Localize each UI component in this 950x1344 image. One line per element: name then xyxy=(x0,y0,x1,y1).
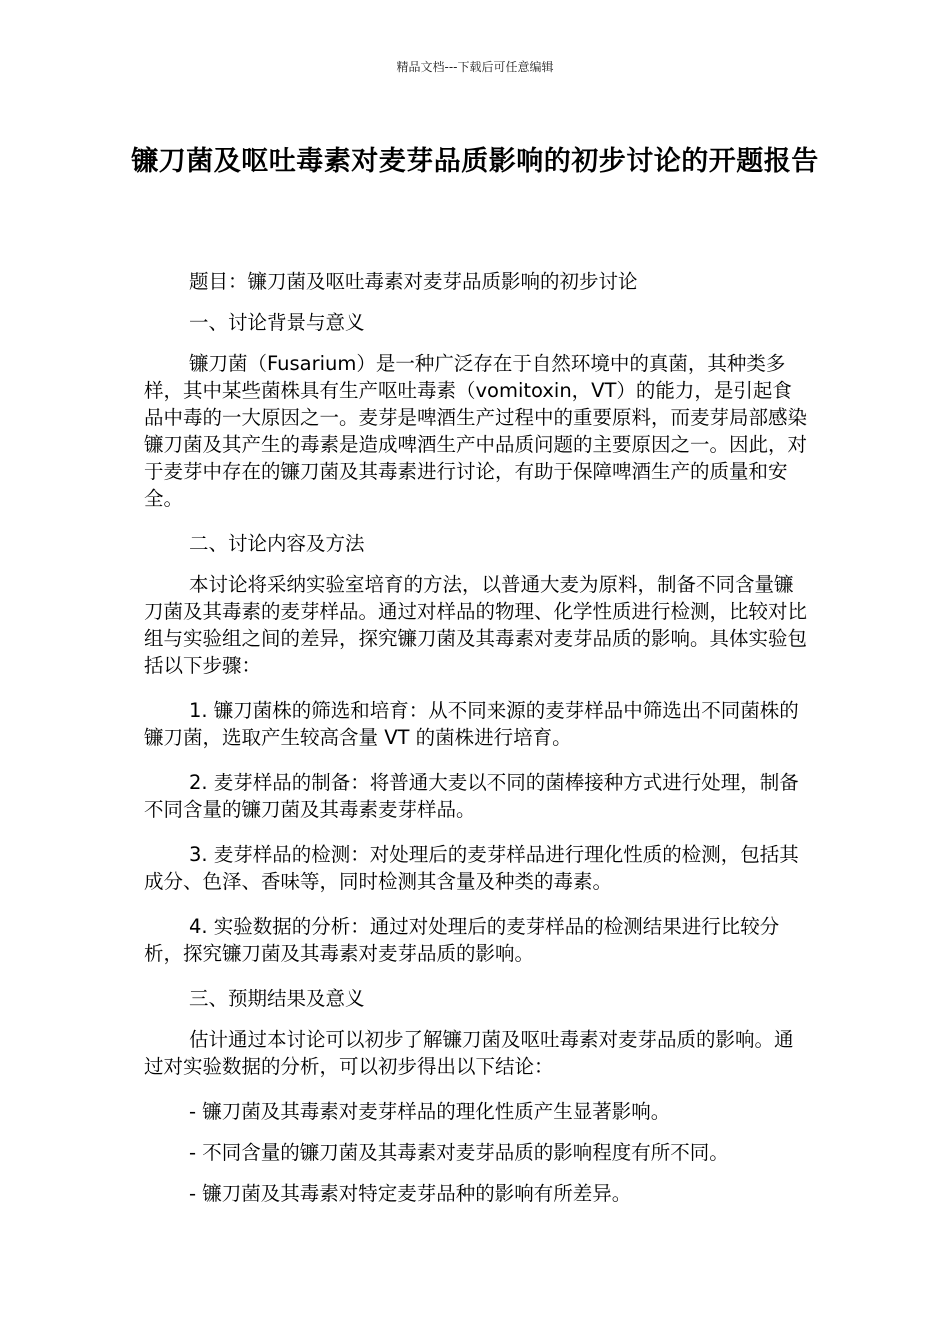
background-paragraph: 镰刀菌（Fusarium）是一种广泛存在于自然环境中的真菌，其种类多样，其中某些菌株具有生产呕吐毒素（vomitoxin，VT）的能力，是引起食品中毒的一大原因之一。麦芽是啤酒生产过程中的重要原料，而麦芽局部感染镰刀菌及其产生的毒素是造成啤酒生产中品质问题的主要原因之一。因此，对于麦芽中存在的镰刀菌及其毒素进行讨论，有助于保障啤酒生产的质量和安全。 xyxy=(144,352,808,510)
step-item-1: 1. 镰刀菌株的筛选和培育：从不同来源的麦芽样品中筛选出不同菌株的镰刀菌，选取产生较高含量 VT 的菌株进行培育。 xyxy=(144,699,799,749)
results-paragraph: 估计通过本讨论可以初步了解镰刀菌及呕吐毒素对麦芽品质的影响。通过对实验数据的分析，可以初步得出以下结论： xyxy=(144,1028,794,1078)
document-title: 镰刀菌及呕吐毒素对麦芽品质影响的初步讨论的开题报告 xyxy=(131,146,819,177)
conclusion-item: - 镰刀菌及其毒素对麦芽样品的理化性质产生显著影响。 xyxy=(189,1100,671,1123)
document-body xyxy=(144,268,808,1221)
section-heading-methods: 二、讨论内容及方法 xyxy=(189,532,365,555)
header-note: 精品文档---下载后可任意编辑 xyxy=(396,60,554,74)
step-item-4: 4. 实验数据的分析：通过对处理后的麦芽样品的检测结果进行比较分析，探究镰刀菌及其毒素对麦芽品质的影响。 xyxy=(144,915,780,965)
section-heading-background: 一、讨论背景与意义 xyxy=(189,311,365,334)
section-heading-results: 三、预期结果及意义 xyxy=(189,987,365,1010)
topic-line: 题目：镰刀菌及呕吐毒素对麦芽品质影响的初步讨论 xyxy=(189,270,638,293)
step-item-2: 2. 麦芽样品的制备：将普通大麦以不同的菌棒接种方式进行处理，制备不同含量的镰刀菌及其毒素麦芽样品。 xyxy=(144,771,799,821)
conclusion-item: - 镰刀菌及其毒素对特定麦芽品种的影响有所差异。 xyxy=(189,1182,632,1205)
methods-paragraph: 本讨论将采纳实验室培育的方法，以普通大麦为原料，制备不同含量镰刀菌及其毒素的麦芽样品。通过对样品的物理、化学性质进行检测，比较对比组与实验组之间的差异，探究镰刀菌及其毒素对麦芽品质的影响。具体实验包括以下步骤： xyxy=(144,573,808,677)
conclusion-item: - 不同含量的镰刀菌及其毒素对麦芽品质的影响程度有所不同。 xyxy=(189,1141,729,1164)
step-item-3: 3. 麦芽样品的检测：对处理后的麦芽样品进行理化性质的检测，包括其成分、色泽、香味等，同时检测其含量及种类的毒素。 xyxy=(144,843,799,893)
